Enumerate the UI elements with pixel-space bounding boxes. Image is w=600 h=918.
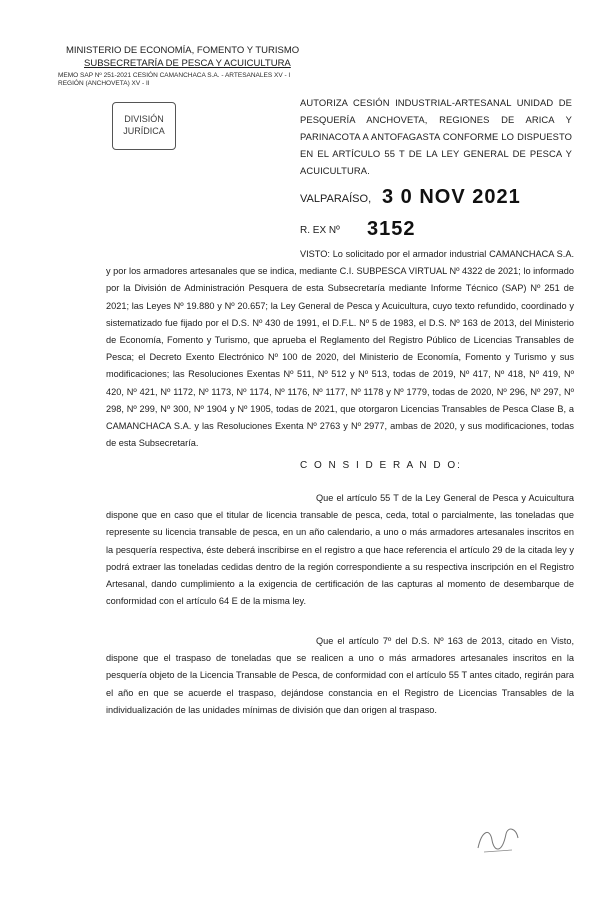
considerando-heading: C O N S I D E R A N D O: [300,460,462,471]
resolution-number: 3152 [367,218,416,240]
visto-paragraph: VISTO: Lo solicitado por el armador industrial CAMANCHACA S.A. y por los armadores artesanales que se indica, mediante C.I. SUBPESCA VIRTUAL Nº 4322 de 2021; lo informado por la División de Administración Pesquera de esta Subsecretaría mediante Informe Técnico (SAP) Nº 251 de 2021; las Leyes Nº 19.880 y Nº 20.657; la Ley General de Pesca y Acuicultura, cuyo texto refundido, coordinado y sistematizado fue fijado por el D.S. Nº 430 de 1991, el D.F.L. Nº 5 de 1983, el D.S. Nº 163 de 2013, del Ministerio de Economía, Fomento y Turismo, que aprueba el Reglamento del Registro Público de Licencias Transables de Pesca; el Decreto Exento Electrónico Nº 100 de 2020, del Ministerio de Economía, Fomento y Turismo y sus modificaciones; las Resoluciones Exentas Nº 511, Nº 512 y Nº 513, todas de 2019, Nº 417, Nº 418, Nº 419, Nº 420, Nº 421, Nº 1172, Nº 1173, Nº 1174, Nº 1176, Nº 1177, Nº 1178 y Nº 1779, todas de 2020, Nº 296, Nº 297, Nº 298, Nº 299, Nº 300, Nº 1904 y Nº 1905, todas de 2021, que otorgaron Licencias Transables de Pesca Clase B, a CAMANCHACA S.A. y las Resoluciones Exenta Nº 2763 y Nº 2977, ambas de 2020, y sus modificaciones, todas de esta Subsecretaría. [106,249,574,449]
memo-reference [58,72,318,88]
stamp-line-2: JURÍDICA [123,126,165,136]
considerando-paragraph-1: Que el artículo 55 T de la Ley General de Pesca y Acuicultura dispone que en caso que el titular de licencia transable de pesca, ceda, total o parcialmente, las toneladas que represente su licencia transable de pesca, en un año calendario, a uno o más armadores artesanales inscritos en la pesquería respectiva, éste deberá inscribirse en el registro a que hace referencia el artículo 29 de la citada ley y podrá extraer las toneladas cedidas dentro de la región correspondiente a su respectiva inscripción en el Registro Artesanal, dando cumplimiento a la exigencia de certificación de las capturas al momento de desembarque de conformidad con el artículo 64 E de la misma ley. [106,493,574,607]
initials-signature [472,820,524,860]
subsecretaria-header: SUBSECRETARÍA DE PESCA Y ACUICULTURA [84,58,291,69]
date-stamp: 3 0 NOV 2021 [382,186,521,208]
memo-line-1: MEMO SAP Nº 251-2021 CESIÓN CAMANCHACA S.A. - ARTESANALES XV - I [58,72,291,79]
place: VALPARAÍSO, [300,193,372,205]
division-juridica-stamp [112,102,176,150]
memo-line-2: REGIÓN (ANCHOVETA) XV - II [58,80,150,87]
resolution-title: AUTORIZA CESIÓN INDUSTRIAL-ARTESANAL UNIDAD DE PESQUERÍA ANCHOVETA, REGIONES DE ARICA Y PARINACOTA A ANTOFAGASTA CONFORME LO DISPUESTO EN EL ARTÍCULO 55 T DE LA LEY GENERAL DE PESCA Y ACUICULTURA. [300,97,572,176]
ministry-header: MINISTERIO DE ECONOMÍA, FOMENTO Y TURISMO [66,45,300,56]
resolution-label: R. EX Nº [300,225,340,236]
considerando-paragraph-2: Que el artículo 7º del D.S. Nº 163 de 2013, citado en Visto, dispone que el traspaso de toneladas que se realicen a uno o más armadores artesanales inscritos en la pesquería objeto de la Licencia Transable de Pesca, de conformidad con el artículo 55 T antes citado, regirán para el año en que se acuerde el traspaso, dejándose constancia en el Registro de Licencias Transables de la individualización de las unidades mínimas de división que dan origen al traspaso. [106,636,574,715]
stamp-line-1: DIVISIÓN [124,114,164,124]
